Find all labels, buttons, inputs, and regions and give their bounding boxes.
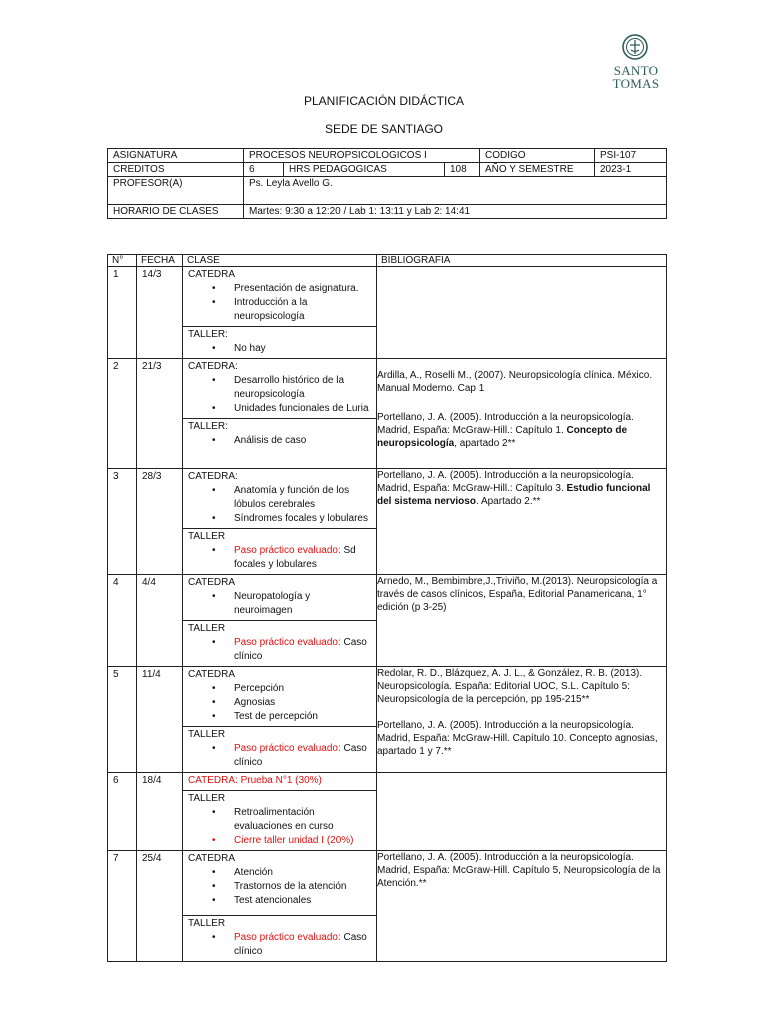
list-item: • Paso práctico evaluado: Sd focales y lobulares (234, 544, 371, 572)
logo-line-2: TOMAS (612, 76, 660, 91)
creditos-label: CREDITOS (108, 163, 244, 177)
row-date: 28/3 (137, 469, 183, 575)
row-clase (183, 359, 377, 469)
list-item: • Trastornos de la atención (234, 880, 371, 894)
header-num: N° (108, 255, 137, 267)
logo-line-1: SANTO (613, 63, 659, 78)
catedra-section (183, 575, 376, 620)
list-item: • Paso práctico evaluado: Caso clínico (234, 931, 371, 959)
info-row-horario (108, 205, 667, 219)
list-item: • Presentación de asignatura. (234, 282, 371, 296)
list-item: • No hay (234, 342, 371, 356)
taller-label: TALLER: (188, 421, 228, 432)
row-num: 2 (108, 359, 137, 469)
row-num: 5 (108, 667, 137, 773)
row-clase (183, 851, 377, 962)
row-date: 25/4 (137, 851, 183, 962)
row-num: 7 (108, 851, 137, 962)
list-item: • Desarrollo histórico de la neuropsicología (234, 374, 371, 402)
university-seal-icon (622, 34, 648, 60)
list-item: • Unidades funcionales de Luria (234, 402, 371, 416)
info-row-asignatura (108, 149, 667, 163)
row-clase (183, 469, 377, 575)
catedra-section (183, 667, 376, 726)
codigo-label: CODIGO (480, 149, 595, 163)
table-row (108, 469, 667, 575)
header-bibliografia: BIBLIOGRAFIA (377, 255, 667, 267)
table-row (108, 667, 667, 773)
catedra-section (183, 469, 376, 528)
profesor-label: PROFESOR(A) (108, 177, 244, 205)
bib-entry: Arnedo, M., Bembimbre,J.,Triviño, M.(2013). Neuropsicología a través de casos clínicos, España, Editorial Panamericana, 1° edición (p 3-25) (377, 576, 658, 613)
taller-label: TALLER: (188, 329, 228, 340)
planning-header-row (108, 255, 667, 267)
catedra-section (183, 851, 376, 915)
asignatura-value: PROCESOS NEUROPSICOLOGICOS I (244, 149, 480, 163)
row-clase (183, 575, 377, 667)
list-item: • Retroalimentación evaluaciones en curso (234, 806, 371, 834)
page-subtitle: SEDE DE SANTIAGO (324, 122, 444, 136)
row-clase (183, 773, 377, 851)
table-row (108, 773, 667, 851)
catedra-label: CATEDRA: (188, 471, 238, 482)
horario-label: HORARIO DE CLASES (108, 205, 244, 219)
row-num: 3 (108, 469, 137, 575)
list-item: • Test atencionales (234, 894, 371, 908)
taller-label: TALLER (188, 531, 226, 542)
list-item: • Atención (234, 866, 371, 880)
taller-section (183, 418, 376, 468)
catedra-exam-label: CATEDRA: Prueba N°1 (30%) (188, 775, 322, 786)
header-fecha: FECHA (137, 255, 183, 267)
codigo-value: PSI-107 (595, 149, 667, 163)
table-row (108, 575, 667, 667)
hrs-label: HRS PEDAGOGICAS (284, 163, 445, 177)
catedra-section (183, 359, 376, 418)
catedra-section (183, 267, 376, 326)
taller-section (183, 620, 376, 666)
row-bibliografia (377, 667, 667, 773)
list-item: • Análisis de caso (234, 434, 371, 448)
list-item: • Paso práctico evaluado: Caso clínico (234, 742, 371, 770)
list-item: • Neuropatología y neuroimagen (234, 590, 371, 618)
row-clase (183, 667, 377, 773)
row-date: 14/3 (137, 267, 183, 359)
horario-value: Martes: 9:30 a 12:20 / Lab 1: 13:11 y Lab 2: 14:41 (244, 205, 667, 219)
list-item: • Percepción (234, 682, 371, 696)
row-bibliografia (377, 469, 667, 575)
catedra-label: CATEDRA (188, 577, 236, 588)
header-clase: CLASE (183, 255, 377, 267)
row-clase (183, 267, 377, 359)
info-row-profesor (108, 177, 667, 205)
ano-label: AÑO Y SEMESTRE (480, 163, 595, 177)
list-item: • Paso práctico evaluado: Caso clínico (234, 636, 371, 664)
bib-entry: Redolar, R. D., Blázquez, A. J. L., & González, R. B. (2013). Neuropsicología. España: Editorial UOC, S.L. Capítulo 5: Neuropsicología de la percepción, pp 195-215** (377, 668, 643, 705)
bib-entry: Portellano, J. A. (2005). Introducción a la neuropsicología. Madrid, España: McGraw-Hill.: Capítulo 1. Concepto de neuropsicología, apartado 2** (377, 412, 634, 449)
list-item: • Agnosias (234, 696, 371, 710)
hrs-value: 108 (445, 163, 480, 177)
catedra-label: CATEDRA (188, 669, 236, 680)
row-bibliografia (377, 359, 667, 469)
bib-entry: Portellano, J. A. (2005). Introducción a la neuropsicología. Madrid, España: McGraw-Hill.: Capítulo 3. Estudio funcional del sistema nervioso. Apartado 2.** (377, 470, 651, 507)
santo-tomas-logo (604, 30, 668, 98)
taller-section (183, 790, 376, 850)
row-date: 21/3 (137, 359, 183, 469)
taller-label: TALLER (188, 623, 226, 634)
row-date: 18/4 (137, 773, 183, 851)
taller-section (183, 915, 376, 961)
info-row-creditos (108, 163, 667, 177)
ano-value: 2023-1 (595, 163, 667, 177)
row-date: 4/4 (137, 575, 183, 667)
table-row (108, 851, 667, 962)
bib-entry: Ardilla, A., Roselli M., (2007). Neuropsicología clínica. México. Manual Moderno. Cap 1 (377, 370, 653, 394)
row-num: 4 (108, 575, 137, 667)
row-bibliografia (377, 267, 667, 359)
list-item: • Introducción a la neuropsicología (234, 296, 371, 324)
list-item: • Anatomía y función de los lóbulos cerebrales (234, 484, 371, 512)
row-date: 11/4 (137, 667, 183, 773)
bib-entry: Portellano, J. A. (2005). Introducción a la neuropsicología. Madrid, España: McGraw-Hill. Capítulo 5, Neuropsicología de la Atención.** (377, 852, 661, 889)
table-row (108, 267, 667, 359)
list-item: • Test de percepción (234, 710, 371, 724)
list-item: • Cierre taller unidad I (20%) (234, 834, 371, 848)
taller-label: TALLER (188, 918, 226, 929)
taller-section (183, 726, 376, 772)
course-info-table (107, 148, 667, 219)
taller-section (183, 326, 376, 358)
catedra-label: CATEDRA (188, 269, 236, 280)
asignatura-label: ASIGNATURA (108, 149, 244, 163)
profesor-value: Ps. Leyla Avello G. (244, 177, 667, 205)
row-bibliografia (377, 575, 667, 667)
row-bibliografia (377, 773, 667, 851)
table-row (108, 359, 667, 469)
catedra-label: CATEDRA: (188, 361, 238, 372)
page-title: PLANIFICACIÓN DIDÁCTICA (303, 94, 465, 108)
bib-entry: Portellano, J. A. (2005). Introducción a la neuropsicología. Madrid, España: McGraw-Hill. Capítulo 10. Concepto agnosias, apartado 1 y 7.** (377, 720, 658, 757)
taller-label: TALLER (188, 729, 226, 740)
list-item: • Síndromes focales y lobulares (234, 512, 371, 526)
row-bibliografia (377, 851, 667, 962)
taller-section (183, 528, 376, 574)
catedra-label: CATEDRA (188, 853, 236, 864)
row-num: 1 (108, 267, 137, 359)
taller-label: TALLER (188, 793, 226, 804)
creditos-value: 6 (244, 163, 284, 177)
planning-table (107, 254, 667, 962)
catedra-section (183, 773, 376, 790)
row-num: 6 (108, 773, 137, 851)
